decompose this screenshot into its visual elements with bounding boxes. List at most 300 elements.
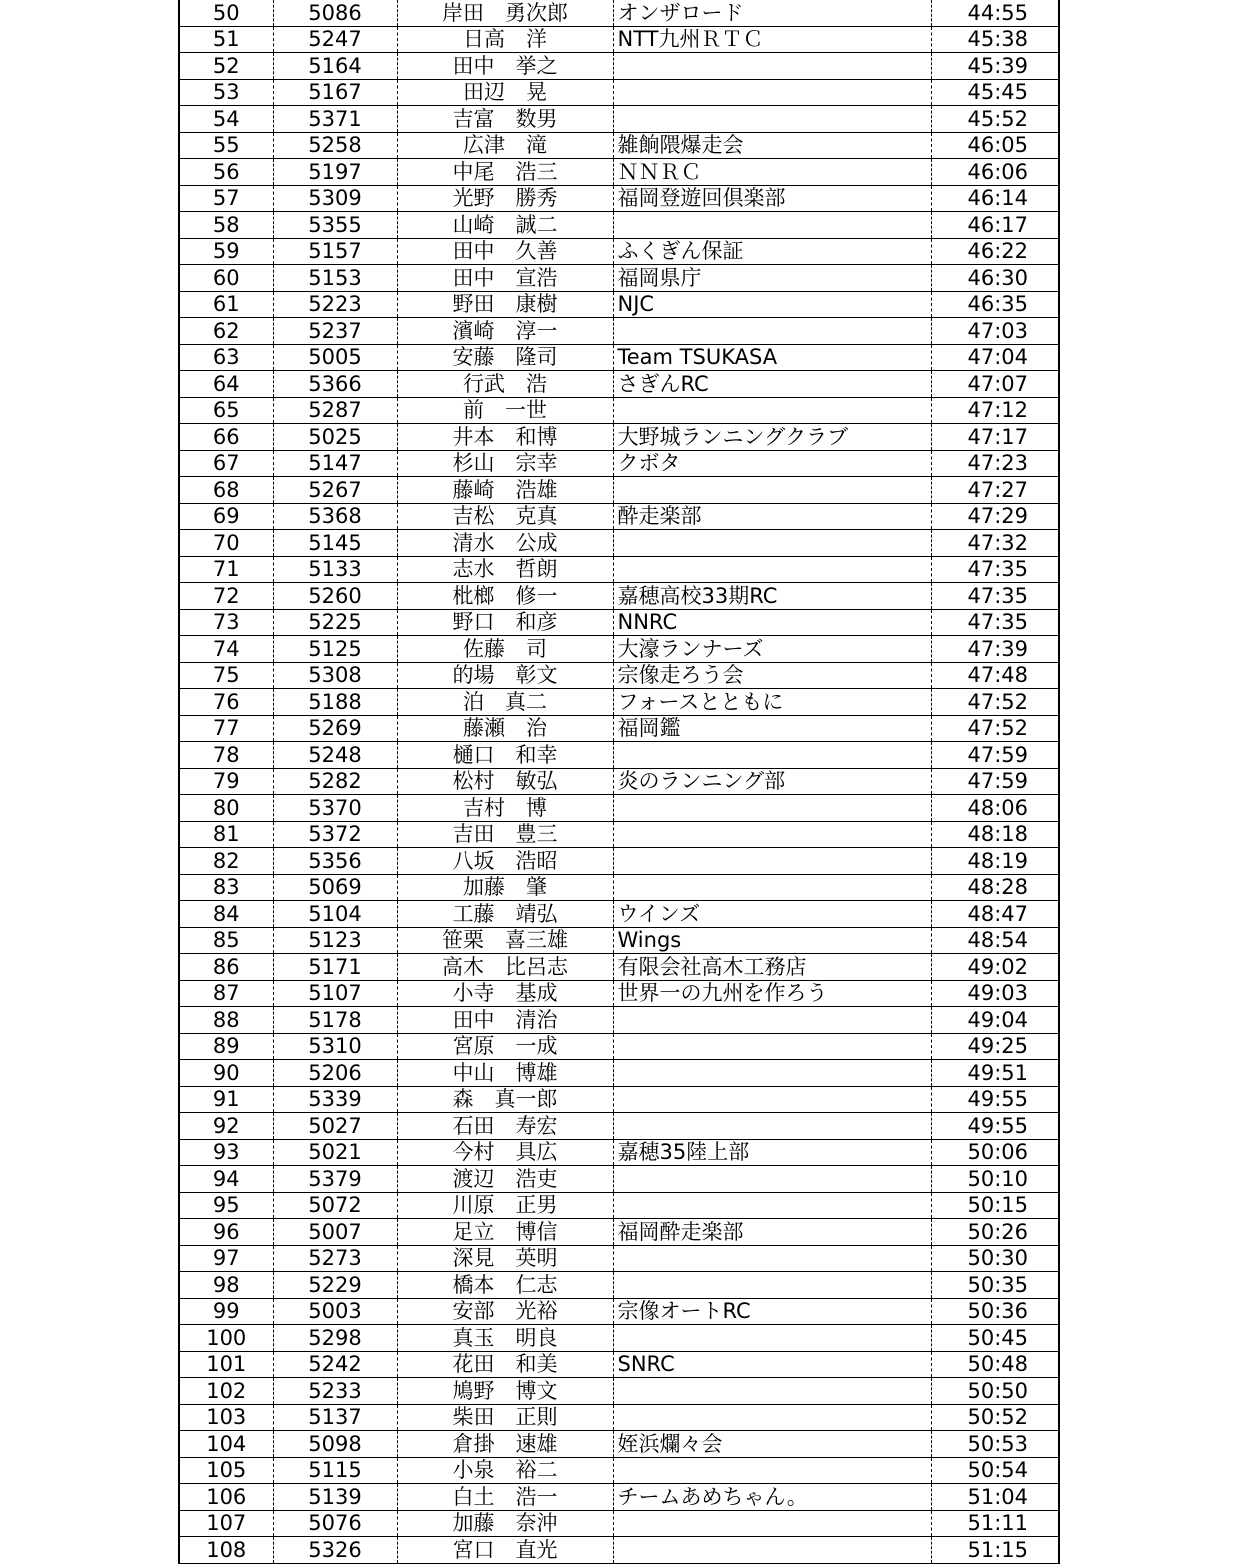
rank-cell: 76 (179, 689, 273, 716)
runner-name-cell: 光野 勝秀 (397, 185, 613, 212)
bib-number-cell: 5025 (273, 424, 397, 451)
finish-time-cell: 47:48 (931, 662, 1059, 689)
finish-time-cell: 46:22 (931, 238, 1059, 265)
rank-cell: 90 (179, 1060, 273, 1087)
table-row (179, 212, 1059, 239)
table-row (179, 318, 1059, 345)
table-row (179, 1378, 1059, 1405)
finish-time-cell: 50:26 (931, 1219, 1059, 1246)
table-row (179, 901, 1059, 928)
bib-number-cell: 5237 (273, 318, 397, 345)
bib-number-cell: 5021 (273, 1139, 397, 1166)
finish-time-cell: 47:32 (931, 530, 1059, 557)
runner-name-cell: 藤瀬 治 (397, 715, 613, 742)
table-row (179, 1033, 1059, 1060)
finish-time-cell: 47:23 (931, 450, 1059, 477)
rank-cell: 59 (179, 238, 273, 265)
finish-time-cell: 46:35 (931, 291, 1059, 318)
team-cell: 宗像オートRC (613, 1298, 931, 1325)
runner-name-cell: 枇榔 修一 (397, 583, 613, 610)
runner-name-cell: 清水 公成 (397, 530, 613, 557)
runner-name-cell: 石田 寿宏 (397, 1113, 613, 1140)
rank-cell: 85 (179, 927, 273, 954)
finish-time-cell: 47:52 (931, 689, 1059, 716)
bib-number-cell: 5229 (273, 1272, 397, 1299)
runner-name-cell: 田中 宣浩 (397, 265, 613, 292)
table-row (179, 132, 1059, 159)
team-cell (613, 1192, 931, 1219)
finish-time-cell: 50:15 (931, 1192, 1059, 1219)
bib-number-cell: 5153 (273, 265, 397, 292)
runner-name-cell: 田中 久善 (397, 238, 613, 265)
finish-time-cell: 47:03 (931, 318, 1059, 345)
team-cell: 有限会社高木工務店 (613, 954, 931, 981)
results-body (179, 0, 1059, 1563)
runner-name-cell: 的場 彰文 (397, 662, 613, 689)
rank-cell: 78 (179, 742, 273, 769)
rank-cell: 67 (179, 450, 273, 477)
team-cell (613, 1325, 931, 1352)
rank-cell: 73 (179, 609, 273, 636)
runner-name-cell: 吉村 博 (397, 795, 613, 822)
team-cell (613, 1245, 931, 1272)
bib-number-cell: 5139 (273, 1484, 397, 1511)
rank-cell: 63 (179, 344, 273, 371)
table-row (179, 371, 1059, 398)
team-cell: SNRC (613, 1351, 931, 1378)
bib-number-cell: 5086 (273, 0, 397, 26)
bib-number-cell: 5282 (273, 768, 397, 795)
rank-cell: 80 (179, 795, 273, 822)
table-row (179, 1537, 1059, 1564)
bib-number-cell: 5171 (273, 954, 397, 981)
table-row (179, 1192, 1059, 1219)
finish-time-cell: 47:29 (931, 503, 1059, 530)
team-cell (613, 1113, 931, 1140)
table-row (179, 742, 1059, 769)
bib-number-cell: 5339 (273, 1086, 397, 1113)
bib-number-cell: 5308 (273, 662, 397, 689)
team-cell (613, 530, 931, 557)
team-cell: ＮＮＲＣ (613, 159, 931, 186)
finish-time-cell: 49:04 (931, 1007, 1059, 1034)
runner-name-cell: 志水 哲朗 (397, 556, 613, 583)
bib-number-cell: 5104 (273, 901, 397, 928)
team-cell (613, 1007, 931, 1034)
bib-number-cell: 5098 (273, 1431, 397, 1458)
team-cell (613, 1537, 931, 1564)
bib-number-cell: 5178 (273, 1007, 397, 1034)
table-row (179, 291, 1059, 318)
team-cell: 福岡登遊回倶楽部 (613, 185, 931, 212)
team-cell: さぎんRC (613, 371, 931, 398)
bib-number-cell: 5269 (273, 715, 397, 742)
table-row (179, 1457, 1059, 1484)
finish-time-cell: 50:36 (931, 1298, 1059, 1325)
runner-name-cell: 鳩野 博文 (397, 1378, 613, 1405)
team-cell: フォースとともに (613, 689, 931, 716)
finish-time-cell: 45:38 (931, 26, 1059, 53)
team-cell: 嘉穂高校33期RC (613, 583, 931, 610)
team-cell: 世界一の九州を作ろう (613, 980, 931, 1007)
rank-cell: 75 (179, 662, 273, 689)
finish-time-cell: 49:55 (931, 1113, 1059, 1140)
bib-number-cell: 5356 (273, 848, 397, 875)
finish-time-cell: 45:52 (931, 106, 1059, 133)
table-row (179, 874, 1059, 901)
rank-cell: 81 (179, 821, 273, 848)
table-row (179, 556, 1059, 583)
table-row (179, 768, 1059, 795)
table-row (179, 1272, 1059, 1299)
team-cell: 姪浜爛々会 (613, 1431, 931, 1458)
rank-cell: 88 (179, 1007, 273, 1034)
team-cell: 雑餉隈爆走会 (613, 132, 931, 159)
rank-cell: 93 (179, 1139, 273, 1166)
rank-cell: 89 (179, 1033, 273, 1060)
table-row (179, 954, 1059, 981)
runner-name-cell: 日高 洋 (397, 26, 613, 53)
team-cell: Team TSUKASA (613, 344, 931, 371)
table-row (179, 1351, 1059, 1378)
team-cell: Wings (613, 927, 931, 954)
table-row (179, 0, 1059, 26)
team-cell (613, 556, 931, 583)
table-row (179, 159, 1059, 186)
bib-number-cell: 5326 (273, 1537, 397, 1564)
finish-time-cell: 46:17 (931, 212, 1059, 239)
table-row (179, 927, 1059, 954)
finish-time-cell: 50:50 (931, 1378, 1059, 1405)
runner-name-cell: 今村 具広 (397, 1139, 613, 1166)
bib-number-cell: 5157 (273, 238, 397, 265)
runner-name-cell: 吉富 数男 (397, 106, 613, 133)
team-cell (613, 1378, 931, 1405)
runner-name-cell: 加藤 奈沖 (397, 1510, 613, 1537)
bib-number-cell: 5125 (273, 636, 397, 663)
team-cell (613, 821, 931, 848)
finish-time-cell: 47:52 (931, 715, 1059, 742)
team-cell: クボタ (613, 450, 931, 477)
table-row (179, 1298, 1059, 1325)
bib-number-cell: 5005 (273, 344, 397, 371)
table-row (179, 1060, 1059, 1087)
team-cell (613, 1457, 931, 1484)
team-cell: NTT九州ＲＴＣ (613, 26, 931, 53)
runner-name-cell: 山崎 誠二 (397, 212, 613, 239)
runner-name-cell: 藤崎 浩雄 (397, 477, 613, 504)
bib-number-cell: 5310 (273, 1033, 397, 1060)
runner-name-cell: 野田 康樹 (397, 291, 613, 318)
bib-number-cell: 5003 (273, 1298, 397, 1325)
finish-time-cell: 50:10 (931, 1166, 1059, 1193)
finish-time-cell: 47:35 (931, 583, 1059, 610)
team-cell: 宗像走ろう会 (613, 662, 931, 689)
finish-time-cell: 50:54 (931, 1457, 1059, 1484)
bib-number-cell: 5371 (273, 106, 397, 133)
rank-cell: 62 (179, 318, 273, 345)
table-row (179, 795, 1059, 822)
runner-name-cell: 行武 浩 (397, 371, 613, 398)
runner-name-cell: 深見 英明 (397, 1245, 613, 1272)
team-cell (613, 477, 931, 504)
runner-name-cell: 川原 正男 (397, 1192, 613, 1219)
rank-cell: 95 (179, 1192, 273, 1219)
rank-cell: 103 (179, 1404, 273, 1431)
bib-number-cell: 5366 (273, 371, 397, 398)
team-cell: 福岡酔走楽部 (613, 1219, 931, 1246)
bib-number-cell: 5107 (273, 980, 397, 1007)
team-cell: ウインズ (613, 901, 931, 928)
team-cell: 福岡鑑 (613, 715, 931, 742)
runner-name-cell: 前 一世 (397, 397, 613, 424)
table-row (179, 185, 1059, 212)
bib-number-cell: 5370 (273, 795, 397, 822)
finish-time-cell: 47:07 (931, 371, 1059, 398)
rank-cell: 82 (179, 848, 273, 875)
bib-number-cell: 5147 (273, 450, 397, 477)
table-row (179, 1086, 1059, 1113)
rank-cell: 50 (179, 0, 273, 26)
finish-time-cell: 51:04 (931, 1484, 1059, 1511)
team-cell (613, 318, 931, 345)
table-row (179, 662, 1059, 689)
finish-time-cell: 47:39 (931, 636, 1059, 663)
bib-number-cell: 5206 (273, 1060, 397, 1087)
finish-time-cell: 47:35 (931, 609, 1059, 636)
rank-cell: 65 (179, 397, 273, 424)
runner-name-cell: 柴田 正則 (397, 1404, 613, 1431)
bib-number-cell: 5287 (273, 397, 397, 424)
team-cell: 大濠ランナーズ (613, 636, 931, 663)
runner-name-cell: 加藤 肇 (397, 874, 613, 901)
bib-number-cell: 5242 (273, 1351, 397, 1378)
finish-time-cell: 50:30 (931, 1245, 1059, 1272)
runner-name-cell: 中尾 浩三 (397, 159, 613, 186)
rank-cell: 79 (179, 768, 273, 795)
team-cell: NNRC (613, 609, 931, 636)
table-row (179, 503, 1059, 530)
rank-cell: 70 (179, 530, 273, 557)
rank-cell: 72 (179, 583, 273, 610)
rank-cell: 106 (179, 1484, 273, 1511)
rank-cell: 87 (179, 980, 273, 1007)
team-cell (613, 742, 931, 769)
bib-number-cell: 5164 (273, 53, 397, 80)
finish-time-cell: 48:19 (931, 848, 1059, 875)
runner-name-cell: 花田 和美 (397, 1351, 613, 1378)
table-row (179, 1007, 1059, 1034)
rank-cell: 94 (179, 1166, 273, 1193)
runner-name-cell: 佐藤 司 (397, 636, 613, 663)
rank-cell: 54 (179, 106, 273, 133)
runner-name-cell: 渡辺 浩吏 (397, 1166, 613, 1193)
rank-cell: 74 (179, 636, 273, 663)
bib-number-cell: 5076 (273, 1510, 397, 1537)
runner-name-cell: 宮原 一成 (397, 1033, 613, 1060)
finish-time-cell: 49:51 (931, 1060, 1059, 1087)
bib-number-cell: 5258 (273, 132, 397, 159)
team-cell (613, 848, 931, 875)
results-table (178, 0, 1060, 1564)
finish-time-cell: 51:11 (931, 1510, 1059, 1537)
rank-cell: 69 (179, 503, 273, 530)
bib-number-cell: 5007 (273, 1219, 397, 1246)
rank-cell: 51 (179, 26, 273, 53)
runner-name-cell: 足立 博信 (397, 1219, 613, 1246)
bib-number-cell: 5298 (273, 1325, 397, 1352)
rank-cell: 105 (179, 1457, 273, 1484)
runner-name-cell: 泊 真二 (397, 689, 613, 716)
team-cell: 嘉穂35陸上部 (613, 1139, 931, 1166)
bib-number-cell: 5273 (273, 1245, 397, 1272)
rank-cell: 102 (179, 1378, 273, 1405)
team-cell: オンザロード (613, 0, 931, 26)
table-row (179, 1404, 1059, 1431)
runner-name-cell: 田辺 晃 (397, 79, 613, 106)
finish-time-cell: 50:52 (931, 1404, 1059, 1431)
team-cell (613, 795, 931, 822)
bib-number-cell: 5225 (273, 609, 397, 636)
rank-cell: 68 (179, 477, 273, 504)
team-cell (613, 212, 931, 239)
bib-number-cell: 5233 (273, 1378, 397, 1405)
runner-name-cell: 岸田 勇次郎 (397, 0, 613, 26)
finish-time-cell: 48:54 (931, 927, 1059, 954)
table-row (179, 450, 1059, 477)
runner-name-cell: 真玉 明良 (397, 1325, 613, 1352)
finish-time-cell: 49:02 (931, 954, 1059, 981)
finish-time-cell: 47:35 (931, 556, 1059, 583)
rank-cell: 66 (179, 424, 273, 451)
table-row (179, 609, 1059, 636)
finish-time-cell: 45:45 (931, 79, 1059, 106)
bib-number-cell: 5188 (273, 689, 397, 716)
table-row (179, 344, 1059, 371)
runner-name-cell: 田中 挙之 (397, 53, 613, 80)
bib-number-cell: 5069 (273, 874, 397, 901)
team-cell (613, 1033, 931, 1060)
table-row (179, 1245, 1059, 1272)
table-row (179, 1325, 1059, 1352)
bib-number-cell: 5115 (273, 1457, 397, 1484)
finish-time-cell: 46:05 (931, 132, 1059, 159)
table-row (179, 53, 1059, 80)
runner-name-cell: 吉松 克真 (397, 503, 613, 530)
finish-time-cell: 47:17 (931, 424, 1059, 451)
bib-number-cell: 5248 (273, 742, 397, 769)
runner-name-cell: 樋口 和幸 (397, 742, 613, 769)
team-cell (613, 1510, 931, 1537)
table-row (179, 79, 1059, 106)
finish-time-cell: 50:48 (931, 1351, 1059, 1378)
table-row (179, 1139, 1059, 1166)
table-row (179, 689, 1059, 716)
finish-time-cell: 50:53 (931, 1431, 1059, 1458)
finish-time-cell: 47:04 (931, 344, 1059, 371)
runner-name-cell: 笹栗 喜三雄 (397, 927, 613, 954)
team-cell (613, 106, 931, 133)
table-row (179, 1166, 1059, 1193)
bib-number-cell: 5247 (273, 26, 397, 53)
team-cell (613, 1166, 931, 1193)
rank-cell: 97 (179, 1245, 273, 1272)
table-row (179, 397, 1059, 424)
rank-cell: 99 (179, 1298, 273, 1325)
finish-time-cell: 48:28 (931, 874, 1059, 901)
bib-number-cell: 5123 (273, 927, 397, 954)
table-row (179, 238, 1059, 265)
rank-cell: 107 (179, 1510, 273, 1537)
runner-name-cell: 高木 比呂志 (397, 954, 613, 981)
finish-time-cell: 46:14 (931, 185, 1059, 212)
table-row (179, 26, 1059, 53)
rank-cell: 83 (179, 874, 273, 901)
runner-name-cell: 吉田 豊三 (397, 821, 613, 848)
team-cell (613, 53, 931, 80)
finish-time-cell: 48:06 (931, 795, 1059, 822)
runner-name-cell: 田中 清治 (397, 1007, 613, 1034)
bib-number-cell: 5072 (273, 1192, 397, 1219)
table-row (179, 424, 1059, 451)
runner-name-cell: 濱崎 淳一 (397, 318, 613, 345)
team-cell: チームあめちゃん。 (613, 1484, 931, 1511)
runner-name-cell: 橋本 仁志 (397, 1272, 613, 1299)
rank-cell: 71 (179, 556, 273, 583)
team-cell (613, 79, 931, 106)
finish-time-cell: 48:18 (931, 821, 1059, 848)
rank-cell: 52 (179, 53, 273, 80)
team-cell (613, 1086, 931, 1113)
rank-cell: 91 (179, 1086, 273, 1113)
team-cell: 酔走楽部 (613, 503, 931, 530)
finish-time-cell: 44:55 (931, 0, 1059, 26)
table-row (179, 848, 1059, 875)
team-cell: 大野城ランニングクラブ (613, 424, 931, 451)
bib-number-cell: 5167 (273, 79, 397, 106)
rank-cell: 58 (179, 212, 273, 239)
runner-name-cell: 宮口 直光 (397, 1537, 613, 1564)
team-cell (613, 1272, 931, 1299)
runner-name-cell: 杉山 宗幸 (397, 450, 613, 477)
runner-name-cell: 安藤 隆司 (397, 344, 613, 371)
table-row (179, 477, 1059, 504)
finish-time-cell: 46:30 (931, 265, 1059, 292)
team-cell: ふくぎん保証 (613, 238, 931, 265)
rank-cell: 86 (179, 954, 273, 981)
runner-name-cell: 広津 滝 (397, 132, 613, 159)
bib-number-cell: 5368 (273, 503, 397, 530)
bib-number-cell: 5027 (273, 1113, 397, 1140)
rank-cell: 108 (179, 1537, 273, 1564)
rank-cell: 61 (179, 291, 273, 318)
finish-time-cell: 49:25 (931, 1033, 1059, 1060)
finish-time-cell: 50:06 (931, 1139, 1059, 1166)
runner-name-cell: 野口 和彦 (397, 609, 613, 636)
table-row (179, 265, 1059, 292)
bib-number-cell: 5379 (273, 1166, 397, 1193)
runner-name-cell: 松村 敏弘 (397, 768, 613, 795)
rank-cell: 92 (179, 1113, 273, 1140)
finish-time-cell: 47:27 (931, 477, 1059, 504)
table-row (179, 980, 1059, 1007)
team-cell: 福岡県庁 (613, 265, 931, 292)
finish-time-cell: 47:12 (931, 397, 1059, 424)
team-cell: 炎のランニング部 (613, 768, 931, 795)
finish-time-cell: 47:59 (931, 742, 1059, 769)
rank-cell: 56 (179, 159, 273, 186)
finish-time-cell: 49:03 (931, 980, 1059, 1007)
